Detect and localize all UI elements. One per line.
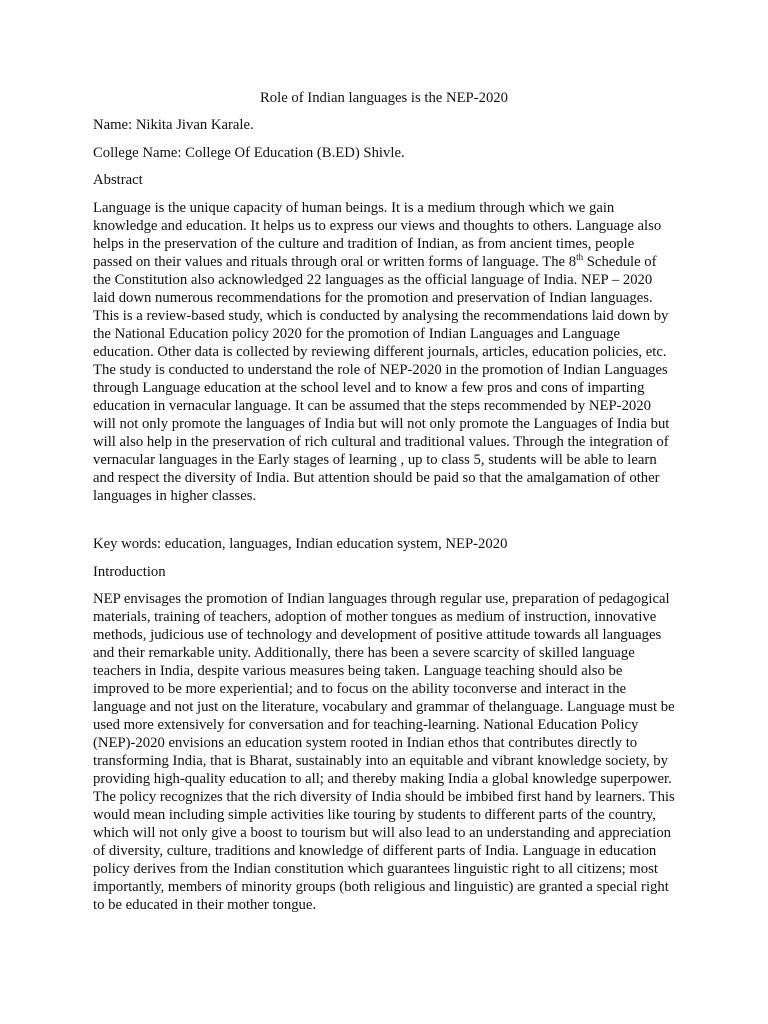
abstract-body	[93, 199, 675, 505]
college-name: College Name: College Of Education (B.ED) Shivle.	[93, 145, 405, 161]
introduction-heading: Introduction	[93, 564, 166, 580]
keywords-line: Key words: education, languages, Indian education system, NEP-2020	[93, 536, 508, 552]
document-title: Role of Indian languages is the NEP-2020	[259, 90, 508, 106]
introduction-body: NEP envisages the promotion of Indian languages through regular use, preparation of pedagogical materials, training of teachers, adoption of mother tongues as medium of instruction, innovative methods, judicious use of technology and development of positive attitude towards all languages and their remarkable unity. Additionally, there has been a severe scarcity of skilled language teachers in India, despite various measures being taken. Language teaching should also be improved to be more experiential; and to focus on the ability toconverse and interact in the language and not just on the literature, vocabulary and grammar of thelanguage. Language must be used more extensively for conversation and for teaching-learning. National Education Policy (NEP)-2020 envisions an education system rooted in Indian ethos that contributes directly to transforming India, that is Bharat, sustainably into an equitable and vibrant knowledge society, by providing high-quality education to all; and thereby making India a global knowledge superpower. The policy recognizes that the rich diversity of India should be imbibed first hand by learners. This would mean including simple activities like touring by students to different parts of the country, which will not only give a boost to tourism but will also lead to an understanding and appreciation of diversity, culture, traditions and knowledge of different parts of India. Language in education policy derives from the Indian constitution which guarantees linguistic right to all citizens; most importantly, members of minority groups (both religious and linguistic) are granted a special right to be educated in their mother tongue.	[93, 591, 675, 913]
author-name: Name: Nikita Jivan Karale.	[93, 117, 254, 133]
abstract-heading: Abstract	[93, 172, 143, 188]
abstract-text-part2: Schedule of the Constitution also acknowledged 22 languages as the official language of India. NEP – 2020 laid down numerous recommendations for the promotion and preservation of Indian languages. This is a review-based study, which is conducted by analysing the recommendations laid down by the National Education policy 2020 for the promotion of Indian Languages and Language education. Other data is collected by reviewing different journals, articles, education policies, etc. The study is conducted to understand the role of NEP-2020 in the promotion of Indian Languages through Language education at the school level and to know a few pros and cons of imparting education in vernacular language. It can be assumed that the steps recommended by NEP-2020 will not only promote the languages of India but will not only promote the Languages of India but will also help in the preservation of rich cultural and traditional values. Through the integration of vernacular languages in the Early stages of learning , up to class 5, students will be able to learn and respect the diversity of India. But attention should be paid so that the amalgamation of other languages in higher classes.	[93, 254, 670, 504]
document-page	[93, 0, 675, 1024]
abstract-superscript: th	[576, 252, 584, 263]
abstract-text-part1: Language is the unique capacity of human beings. It is a medium through which we gain knowledge and education. It helps us to express our views and thoughts to others. Language also helps in the preservation of the culture and tradition of Indian, as from ancient times, people passed on their values and rituals through oral or written forms of language. The 8	[93, 200, 662, 270]
